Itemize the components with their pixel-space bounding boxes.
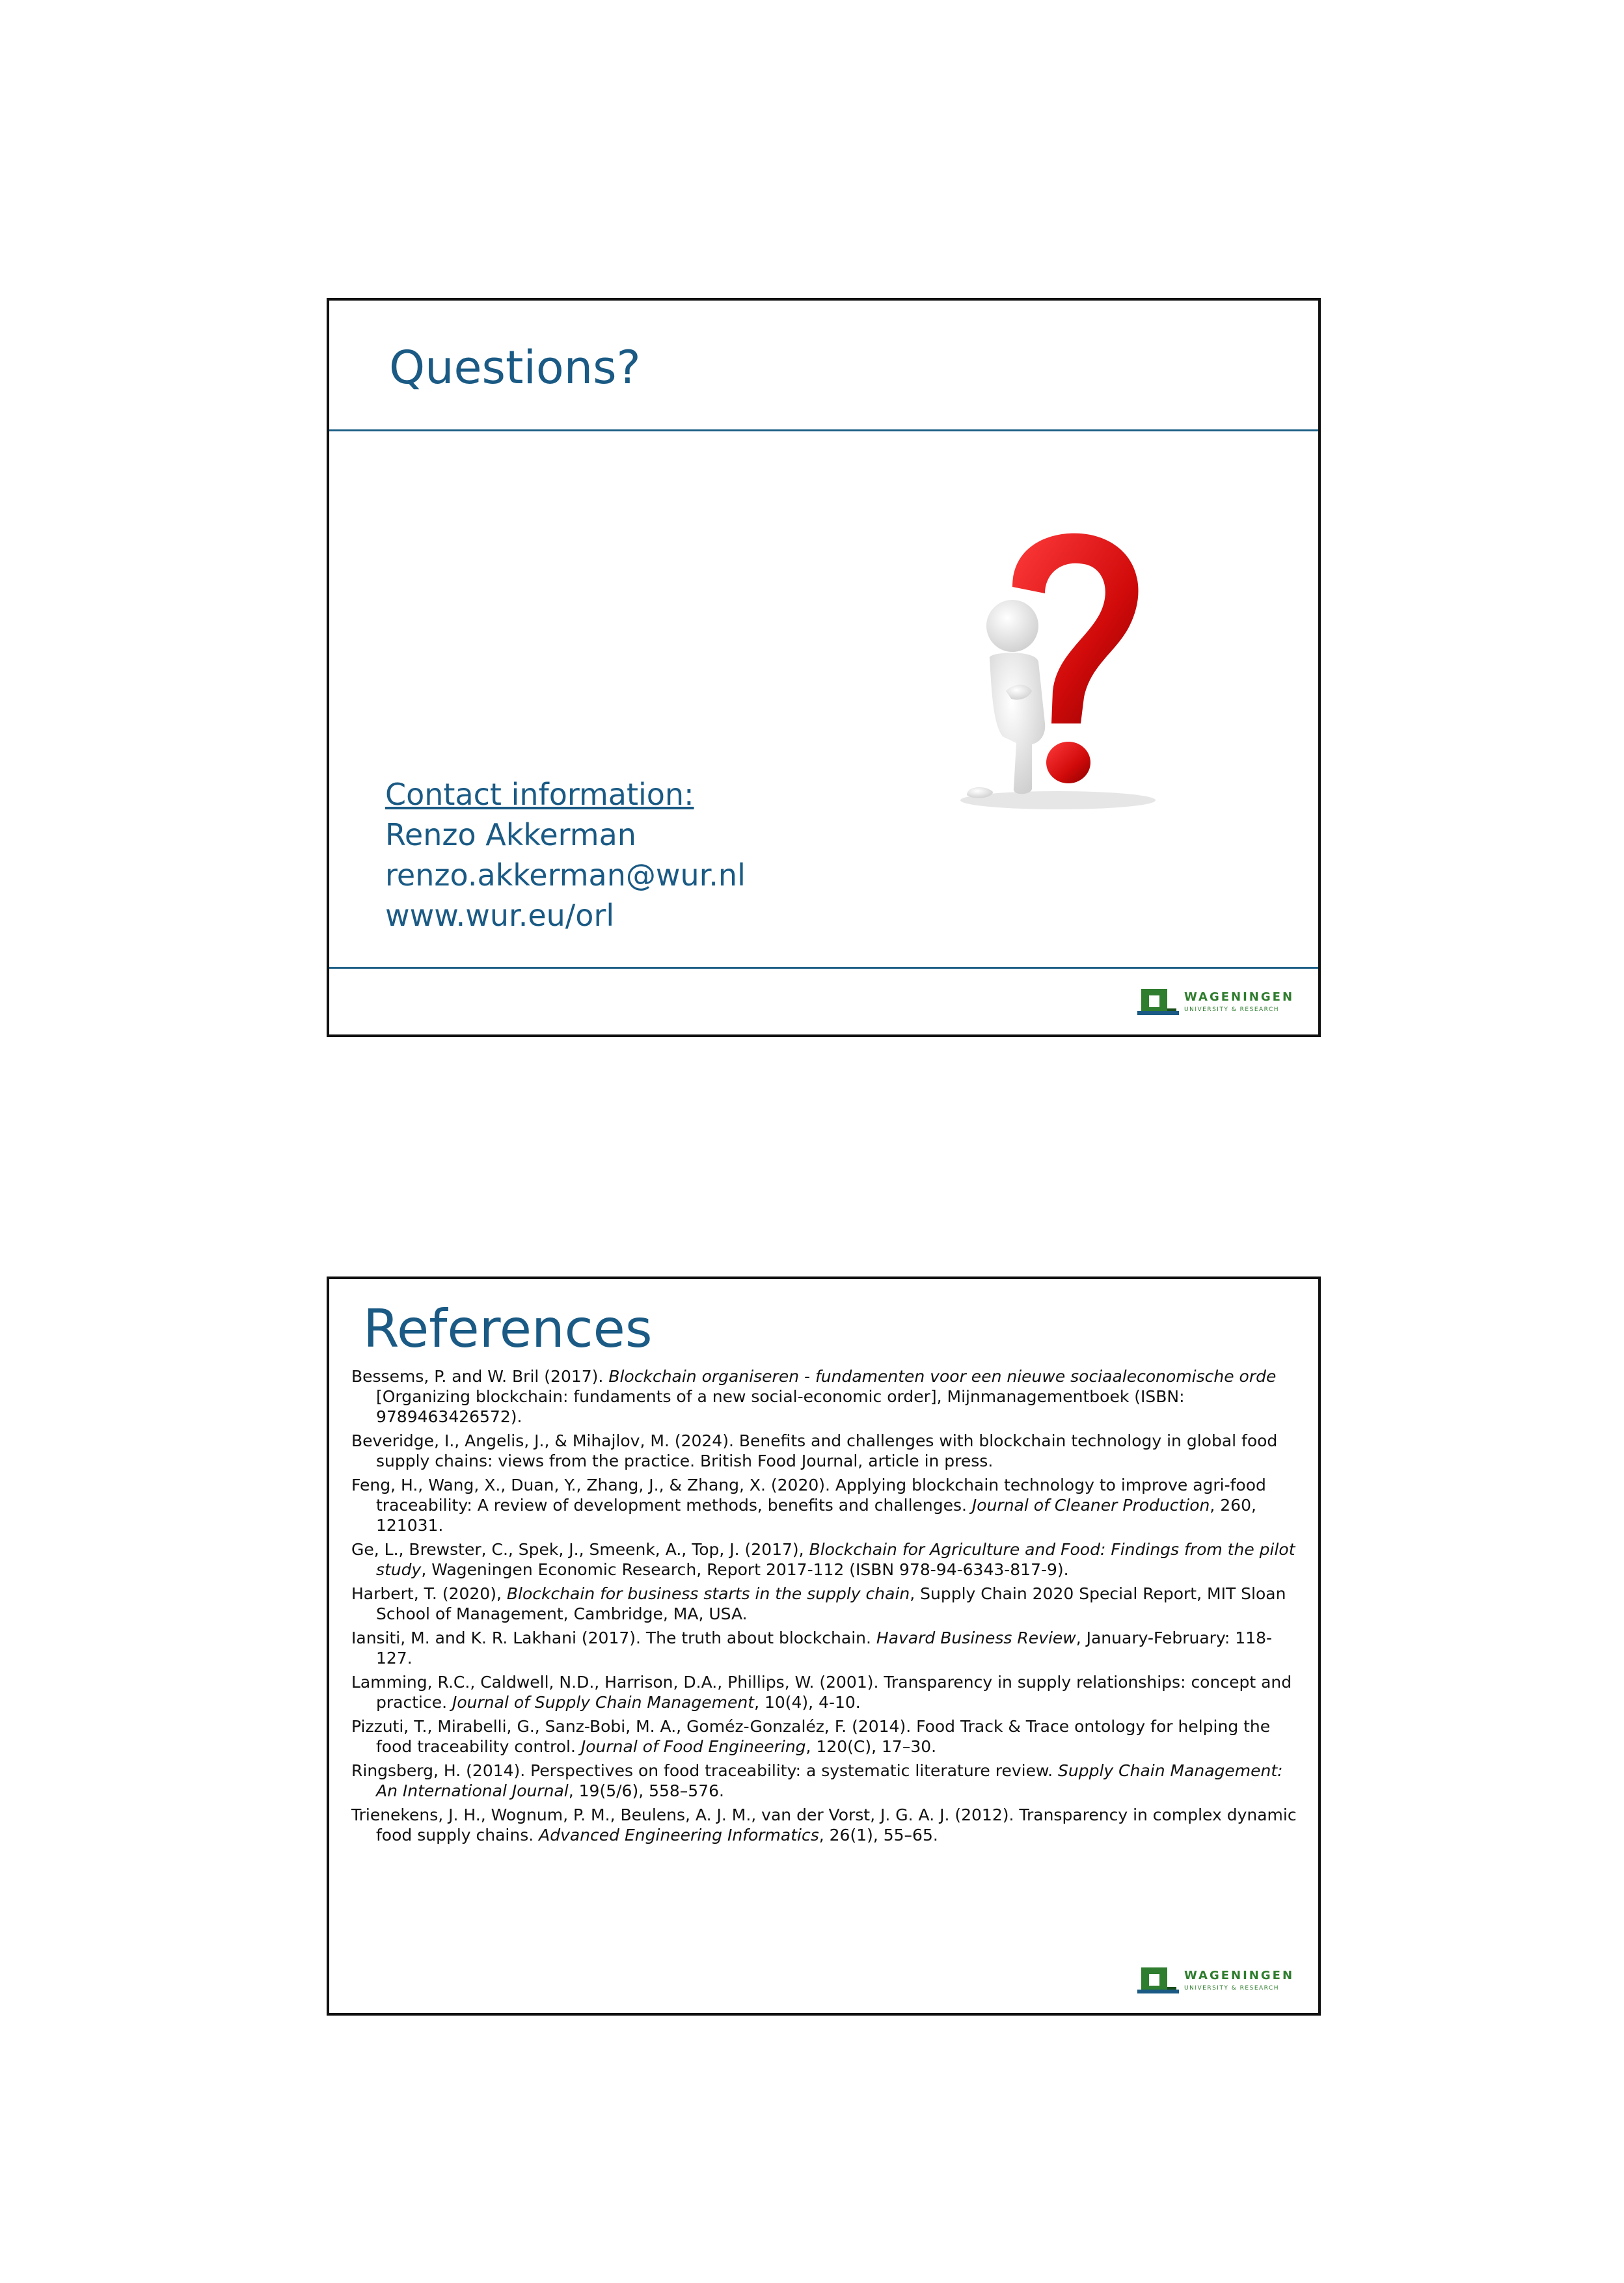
slide-title: Questions? [389,341,641,394]
reference-text: Pizzuti, T., Mirabelli, G., Sanz-Bobi, M. A., Goméz-Gonzaléz, F. (2014). Food Track & Trace ontology for helping the food traceability control. [351,1717,1271,1756]
reference-item [351,1431,1301,1471]
reference-text: Harbert, T. (2020), [351,1584,507,1603]
contact-heading: Contact information: [385,777,694,812]
reference-text: Ge, L., Brewster, C., Spek, J., Smeenk, A., Top, J. (2017), [351,1540,809,1559]
question-mark-figure-icon [941,528,1175,815]
reference-item [351,1584,1301,1624]
slide-questions [327,298,1321,1037]
reference-source-italic: Journal of Cleaner Production [971,1496,1210,1515]
reference-text: Ringsberg, H. (2014). Perspectives on food traceability: a systematic literature review. [351,1761,1058,1780]
references-list [351,1366,1301,1849]
reference-text-tail: , Supply Chain 2020 Special Report, MIT Sloan School of Management, Cambridge, MA, USA. [376,1584,1286,1623]
reference-source-italic: Supply Chain Management: An International Journal [376,1761,1283,1800]
reference-source-italic: Advanced Engineering Informatics [539,1826,819,1844]
reference-item [351,1628,1301,1668]
wageningen-logo-mark-icon [1137,1966,1179,1999]
reference-text: Trienekens, J. H., Wognum, P. M., Beulens, A. J. M., van der Vorst, J. G. A. J. (2012). Transparency in complex dynamic food supply chains. [351,1805,1297,1844]
logo-line2: UNIVERSITY & RESEARCH [1184,1006,1280,1013]
reference-text: Feng, H., Wang, X., Duan, Y., Zhang, J., & Zhang, X. (2020). Applying blockchain technology to improve agri-food traceability: A review of development methods, benefits and challenges. [351,1476,1266,1515]
contact-email[interactable]: renzo.akkerman@wur.nl [385,858,746,893]
reference-item [351,1475,1301,1535]
reference-text-tail: , 120(C), 17–30. [805,1737,937,1756]
contact-website[interactable]: www.wur.eu/orl [385,898,615,933]
reference-text-tail: , 260, 121031. [376,1496,1256,1535]
reference-text: Bessems, P. and W. Bril (2017). [351,1367,609,1386]
reference-source-italic: Journal of Food Engineering [580,1737,806,1756]
footer-divider [329,967,1318,969]
reference-text-tail: , 19(5/6), 558–576. [568,1781,724,1800]
logo-line1: WAGENINGEN [1184,990,1295,1004]
reference-source-italic: Blockchain organiseren - fundamenten voor een nieuwe sociaaleconomische orde [608,1367,1277,1386]
slide-title: References [363,1299,653,1359]
title-divider [329,429,1318,431]
contact-block [385,774,746,936]
reference-text: Iansiti, M. and K. R. Lakhani (2017). The truth about blockchain. [351,1628,876,1647]
reference-source-italic: Havard Business Review [876,1628,1076,1647]
reference-text: Beveridge, I., Angelis, J., & Mihajlov, M. (2024). Benefits and challenges with blockchain technology in global food supply chains: views from the practice. British Food Journal, article in press. [351,1431,1278,1470]
reference-text: Lamming, R.C., Caldwell, N.D., Harrison, D.A., Phillips, W. (2001). Transparency in supply relationships: concept and practice. [351,1673,1292,1712]
logo-line1: WAGENINGEN [1184,1969,1295,1982]
reference-item [351,1366,1301,1427]
reference-item [351,1539,1301,1580]
wageningen-logo-mark-icon [1137,988,1179,1020]
wageningen-logo [1137,986,1304,1023]
reference-source-italic: Journal of Supply Chain Management [452,1693,755,1712]
contact-name: Renzo Akkerman [385,817,636,852]
reference-item [351,1805,1301,1845]
reference-item [351,1761,1301,1801]
reference-source-italic: Blockchain for Agriculture and Food: Findings from the pilot study [376,1540,1295,1579]
reference-text-tail: , Wageningen Economic Research, Report 2017-112 (ISBN 978-94-6343-817-9). [421,1560,1069,1579]
slide-references [327,1277,1321,2016]
reference-text-tail: , 26(1), 55–65. [819,1826,938,1844]
wageningen-logo [1137,1965,1304,2001]
reference-source-italic: Blockchain for business starts in the supply chain [506,1584,910,1603]
reference-text-tail: [Organizing blockchain: fundaments of a new social-economic order], Mijnmanagementboek (ISBN: 9789463426572). [376,1387,1185,1426]
logo-line2: UNIVERSITY & RESEARCH [1184,1985,1280,1992]
reference-item [351,1672,1301,1712]
reference-text-tail: , 10(4), 4-10. [754,1693,861,1712]
reference-item [351,1716,1301,1757]
reference-text-tail: , January-February: 118-127. [376,1628,1273,1668]
